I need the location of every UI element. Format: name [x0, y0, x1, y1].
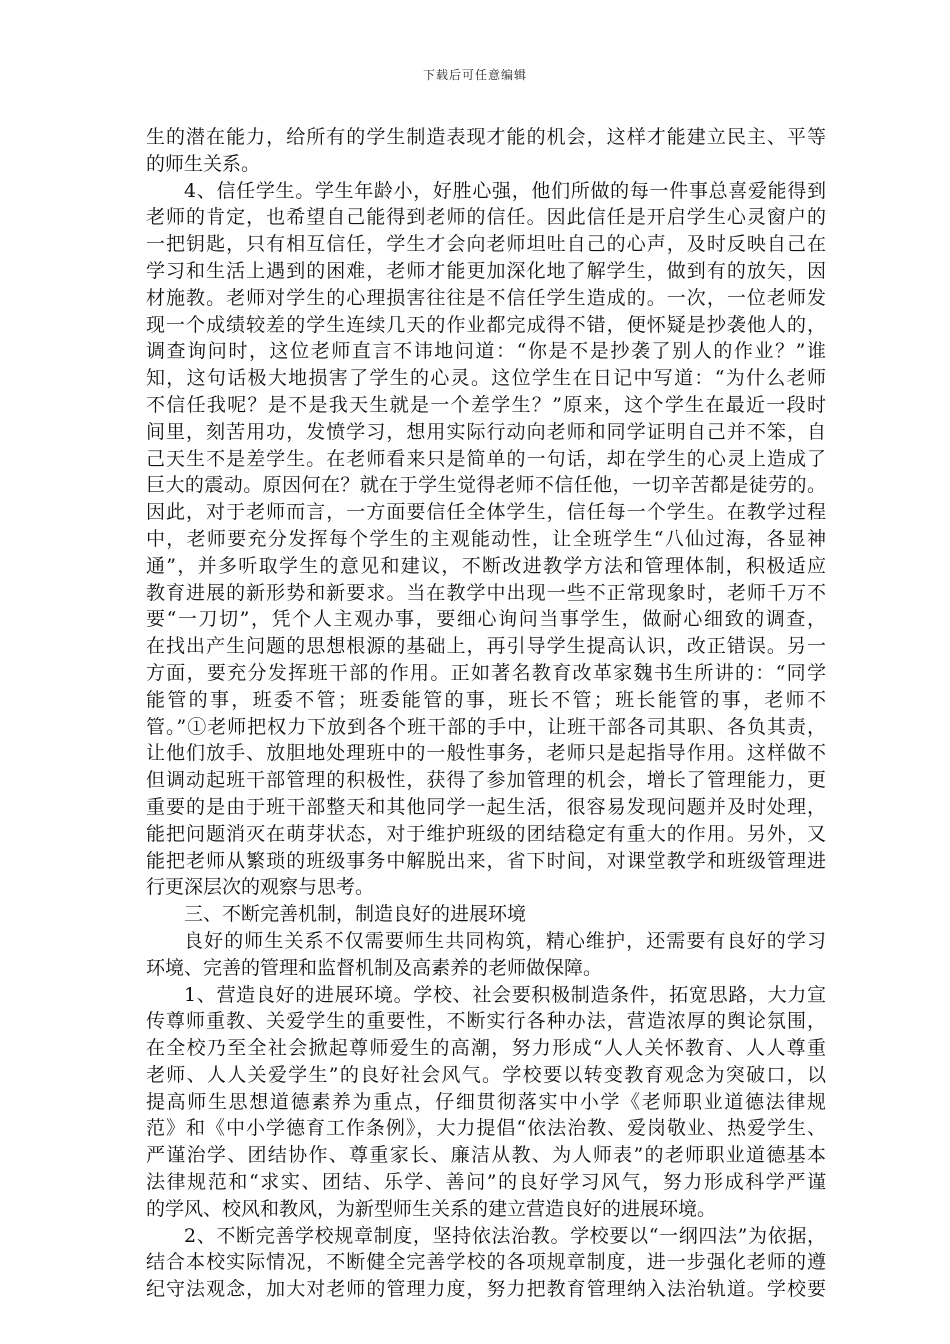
text-line: 1、营造良好的进展环境。学校、社会要积极制造条件，拓宽思路，大力宣 — [184, 983, 826, 1006]
text-line: 因此，对于老师而言，一方面要信任全体学生，信任每一个学生。在教学过程 — [146, 501, 826, 524]
text-line: 4、信任学生。学生年龄小，好胜心强，他们所做的每一件事总喜爱能得到 — [184, 179, 826, 202]
text-line: 的学风、校风和教风，为新型师生关系的建立营造良好的进展环境。 — [146, 1197, 717, 1220]
text-line: 传尊师重教、关爱学生的重要性，不断实行各种办法，营造浓厚的舆论氛围， — [146, 1010, 826, 1033]
text-line: 己天生不是差学生。在老师看来只是简单的一句话，却在学生的心灵上造成了 — [146, 447, 826, 470]
text-line: 知，这句话极大地损害了学生的心灵。这位学生在日记中写道：“为什么老师 — [146, 367, 826, 390]
page-header: 下载后可任意编辑 — [422, 68, 527, 82]
text-line: 生的潜在能力，给所有的学生制造表现才能的机会，这样才能建立民主、平等 — [146, 126, 826, 148]
text-line: 教育进展的新形势和新要求。当在教学中出现一些不正常现象时，老师千万不 — [146, 581, 826, 604]
text-line: 结合本校实际情况，不断健全完善学校的各项规章制度，进一步强化老师的遵 — [146, 1251, 826, 1274]
text-line: 通”，并多听取学生的意见和建议，不断改进教学方法和管理体制，积极适应 — [146, 554, 826, 577]
text-line: 管。”①老师把权力下放到各个班干部的手中，让班干部各司其职、各负其责， — [146, 715, 826, 738]
text-line: 能把老师从繁琐的班级事务中解脱出来，省下时间，对课堂教学和班级管理进 — [146, 849, 826, 872]
text-line: 要“一刀切”，凭个人主观办事，要细心询问当事学生，做耐心细致的调查， — [146, 608, 826, 631]
text-line: 学习和生活上遇到的困难，老师才能更加深化地了解学生，做到有的放矢，因 — [146, 259, 826, 282]
text-line: 能把问题消灭在萌芽状态，对于维护班级的团结稳定有重大的作用。另外，又 — [146, 822, 826, 845]
text-line: 提高师生思想道德素养为重点，仔细贯彻落实中小学《老师职业道德法律规 — [146, 1090, 826, 1113]
text-line: 不信任我呢？是不是我天生就是一个差学生？”原来，这个学生在最近一段时 — [146, 393, 826, 416]
text-line: 材施教。老师对学生的心理损害往往是不信任学生造成的。一次，一位老师发 — [146, 286, 826, 309]
text-line: 法律规范和“求实、团结、乐学、善问”的良好学习风气，努力形成科学严谨 — [146, 1171, 826, 1194]
text-line: 老师的肯定，也希望自己能得到老师的信任。因此信任是开启学生心灵窗户的 — [146, 206, 826, 229]
text-line: 能管的事，班委不管；班委能管的事，班长不管；班长能管的事，老师不 — [146, 688, 826, 711]
text-line: 三、不断完善机制，制造良好的进展环境 — [184, 903, 527, 926]
text-line: 一把钥匙，只有相互信任，学生才会向老师坦吐自己的心声，及时反映自己在 — [146, 233, 826, 256]
text-line: 巨大的震动。原因何在？就在于学生觉得老师不信任他，一切辛苦都是徒劳的。 — [146, 474, 826, 497]
text-line: 的师生关系。 — [146, 152, 261, 175]
text-line: 让他们放手、放胆地处理班中的一般性事务，老师只是起指导作用。这样做不 — [146, 742, 826, 765]
document-body — [146, 124, 826, 1303]
text-line: 环境、完善的管理和监督机制及高素养的老师做保障。 — [146, 956, 603, 979]
text-line: 在全校乃至全社会掀起尊师爱生的高潮，努力形成“人人关怀教育、人人尊重 — [146, 1037, 826, 1060]
text-line: 行更深层次的观察与思考。 — [146, 876, 375, 899]
text-line: 方面，要充分发挥班干部的作用。正如著名教育改革家魏书生所讲的：“同学 — [146, 661, 826, 684]
text-line: 中，老师要充分发挥每个学生的主观能动性，让全班学生“八仙过海，各显神 — [146, 527, 826, 550]
text-line: 严谨治学、团结协作、尊重家长、廉洁从教、为人师表”的老师职业道德基本 — [146, 1144, 826, 1167]
text-line: 在找出产生问题的思想根源的基础上，再引导学生提高认识，改正错误。另一 — [146, 635, 826, 658]
text-line: 良好的师生关系不仅需要师生共同构筑，精心维护，还需要有良好的学习 — [184, 929, 826, 952]
text-line: 重要的是由于班干部整天和其他同学一起生活，很容易发现问题并及时处理， — [146, 795, 826, 818]
text-line: 2、不断完善学校规章制度，坚持依法治教。学校要以“一纲四法”为依据， — [184, 1224, 826, 1247]
text-line: 但调动起班干部管理的积极性，获得了参加管理的机会，增长了管理能力，更 — [146, 769, 826, 792]
text-line: 老师、人人关爱学生”的良好社会风气。学校要以转变教育观念为突破口，以 — [146, 1063, 826, 1086]
text-line: 调查询问时，这位老师直言不讳地问道：“你是不是抄袭了别人的作业？”谁 — [146, 340, 826, 363]
text-line: 范》和《中小学德育工作条例》，大力提倡“依法治教、爱岗敬业、热爱学生、 — [146, 1117, 826, 1140]
text-line: 纪守法观念，加大对老师的管理力度，努力把教育管理纳入法治轨道。学校要 — [146, 1278, 826, 1301]
text-line: 间里，刻苦用功，发愤学习，想用实际行动向老师和同学证明自己并不笨，自 — [146, 420, 826, 443]
text-line: 现一个成绩较差的学生连续几天的作业都完成得不错，便怀疑是抄袭他人的， — [146, 313, 826, 336]
